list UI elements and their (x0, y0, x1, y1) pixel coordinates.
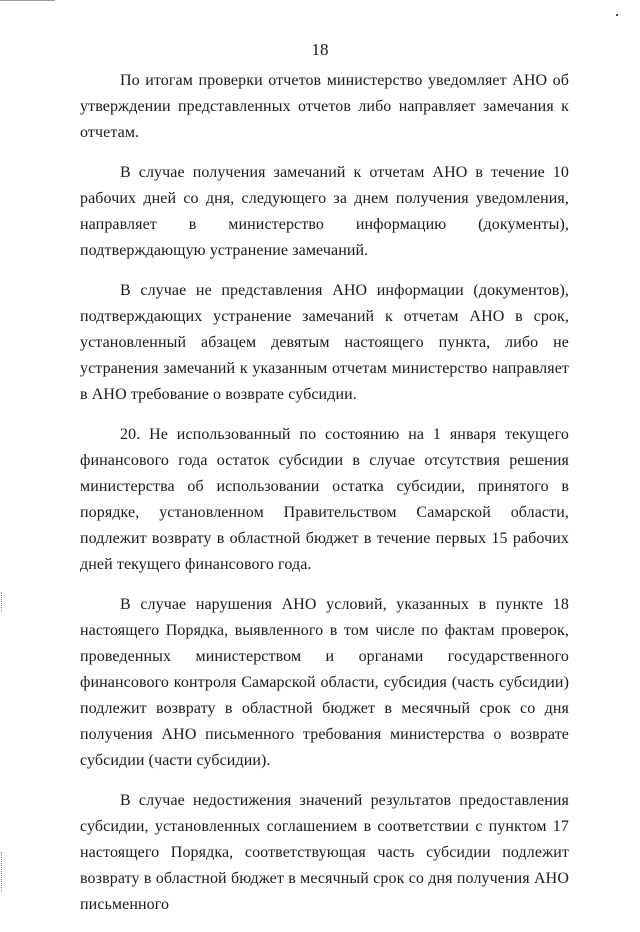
scan-margin-mark (1, 852, 4, 892)
paragraph-results-shortfall: В случае недостижения значений результатов предоставления субсидии, установленных соглашением в соответствии с пунктом 17 настоящего Порядка, соответствующая часть субсидии подлежит возврату в областной бюджет в месячный срок со дня получения АНО письменного (80, 792, 569, 913)
paragraph-violation-refund: В случае нарушения АНО условий, указанных в пункте 18 настоящего Порядка, выявленного в том числе по фактам проверок, проведенных министерством и органами государственного финансового контроля Самарской области, субсидия (часть субсидии) подлежит возврату в областной бюджет в месячный срок со дня получения АНО письменного требования министерства о возврате субсидии (части субсидии). (80, 596, 569, 769)
paragraph-clause-20: 20. Не использованный по состоянию на 1 января текущего финансового года остаток субсидии в случае отсутствия решения министерства об использовании остатка субсидии, принятого в порядке, установленном Правительством Самарской области, подлежит возврату в областной бюджет в течение первых 15 рабочих дней текущего финансового года. (80, 426, 569, 573)
paragraph-report-review: По итогам проверки отчетов министерство уведомляет АНО об утверждении представленных отчетов либо направляет замечания к отчетам. (80, 72, 569, 141)
paragraph-refund-demand: В случае не представления АНО информации (документов), подтверждающих устранение замечаний к отчетам АНО в срок, установленный абзацем девятым настоящего пункта, либо не устранения замечаний к указанным отчетам министерство направляет в АНО требование о возврате субсидии. (80, 282, 569, 403)
page-number: 18 (311, 40, 329, 59)
document-body (80, 68, 569, 932)
scan-edge-line (0, 0, 55, 1)
paragraph-remarks-response: В случае получения замечаний к отчетам АНО в течение 10 рабочих дней со дня, следующего за днем получения уведомления, направляет в министерство информацию (документы), подтверждающую устранение замечаний. (80, 164, 569, 259)
scan-margin-mark (1, 592, 4, 612)
scan-speck (616, 14, 618, 16)
